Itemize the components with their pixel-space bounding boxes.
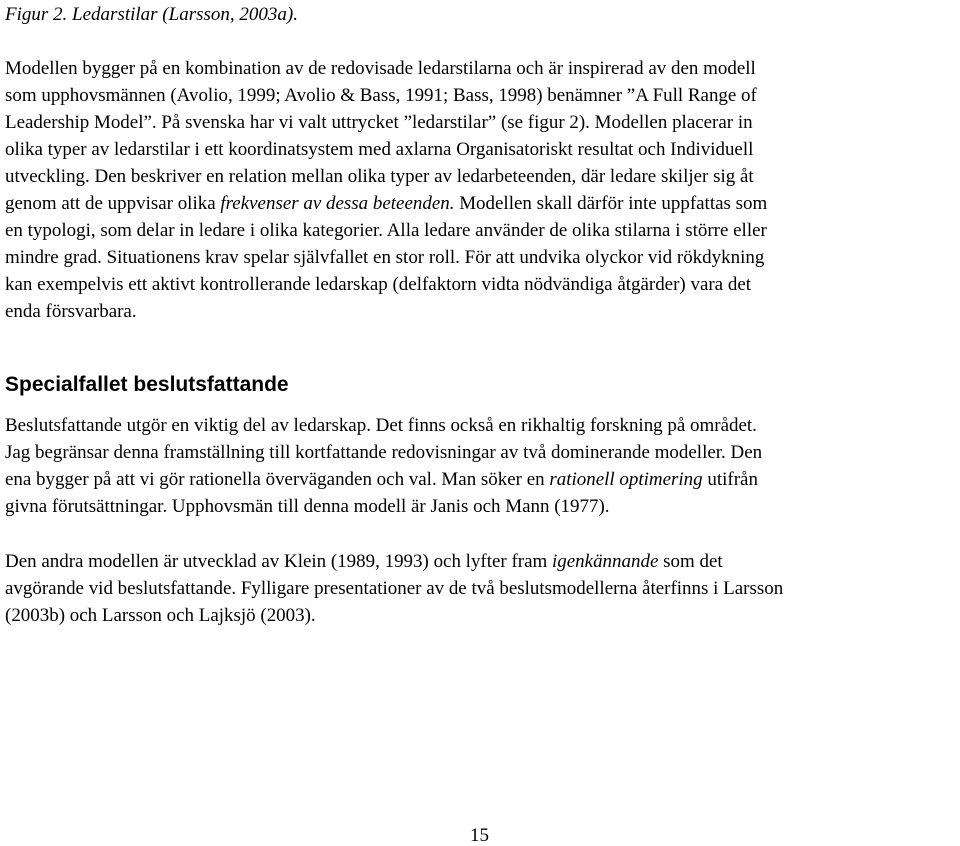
section-heading: Specialfallet beslutsfattande: [5, 373, 289, 396]
text-line: (2003b) och Larsson och Lajksjö (2003).: [5, 605, 316, 626]
text-line: Leadership Model”. På svenska har vi valt uttrycket ”ledarstilar” (se figur 2). Modellen placerar in: [5, 112, 753, 133]
text-run: som det: [658, 551, 723, 572]
emphasis-text: igenkännande: [552, 551, 659, 572]
figure-caption: Figur 2. Ledarstilar (Larsson, 2003a).: [5, 4, 298, 25]
text-line: olika typer av ledarstilar i ett koordinatsystem med axlarna Organisatoriskt resultat och Individuell: [5, 139, 754, 160]
emphasis-text: frekvenser av dessa beteenden.: [220, 193, 455, 214]
text-run: Den andra modellen är utvecklad av Klein (1989, 1993) och lyfter fram: [5, 551, 553, 572]
text-line: som upphovsmännen (Avolio, 1999; Avolio & Bass, 1991; Bass, 1998) benämner ”A Full Range of: [5, 85, 757, 106]
text-line: Jag begränsar denna framställning till kortfattande redovisningar av två dominerande modeller. Den: [5, 442, 763, 463]
text-run: ena bygger på att vi gör rationella överväganden och val. Man söker en: [5, 469, 550, 490]
text-line: avgörande vid beslutsfattande. Fylligare presentationer av de två beslutsmodellerna återfinns i Larsson: [5, 578, 784, 599]
text-run: utifrån: [702, 469, 758, 490]
paragraph-decision-making: [5, 412, 957, 520]
text-line: mindre grad. Situationens krav spelar självfallet en stor roll. För att undvika olyckor vid rökdykning: [5, 247, 765, 268]
text-line: en typologi, som delar in ledare i olika kategorier. Alla ledare använder de olika stilarna i större eller: [5, 220, 767, 241]
text-line: [5, 548, 955, 575]
text-line: givna förutsättningar. Upphovsmän till denna modell är Janis och Mann (1977).: [5, 496, 610, 517]
text-line: enda försvarbara.: [5, 301, 137, 322]
text-line: [5, 466, 955, 493]
emphasis-text: rationell optimering: [549, 469, 703, 490]
text-line: Modellen bygger på en kombination av de redovisade ledarstilarna och är inspirerad av den modell: [5, 58, 756, 79]
text-line: kan exempelvis ett aktivt kontrollerande ledarskap (delfaktorn vidta nödvändiga åtgärder) vara det: [5, 274, 752, 295]
text-line: Beslutsfattande utgör en viktig del av ledarskap. Det finns också en rikhaltig forskning på området.: [5, 415, 757, 436]
paragraph-recognition-model: [5, 548, 957, 629]
paragraph-leadership-model: [5, 55, 957, 325]
text-line: utveckling. Den beskriver en relation mellan olika typer av ledarbeteenden, där ledare skiljer sig åt: [5, 166, 754, 187]
page-number: 15: [470, 825, 489, 846]
text-line: [5, 190, 955, 217]
text-run: genom att de uppvisar olika: [5, 193, 221, 214]
text-run: Modellen skall därför inte uppfattas som: [454, 193, 768, 214]
